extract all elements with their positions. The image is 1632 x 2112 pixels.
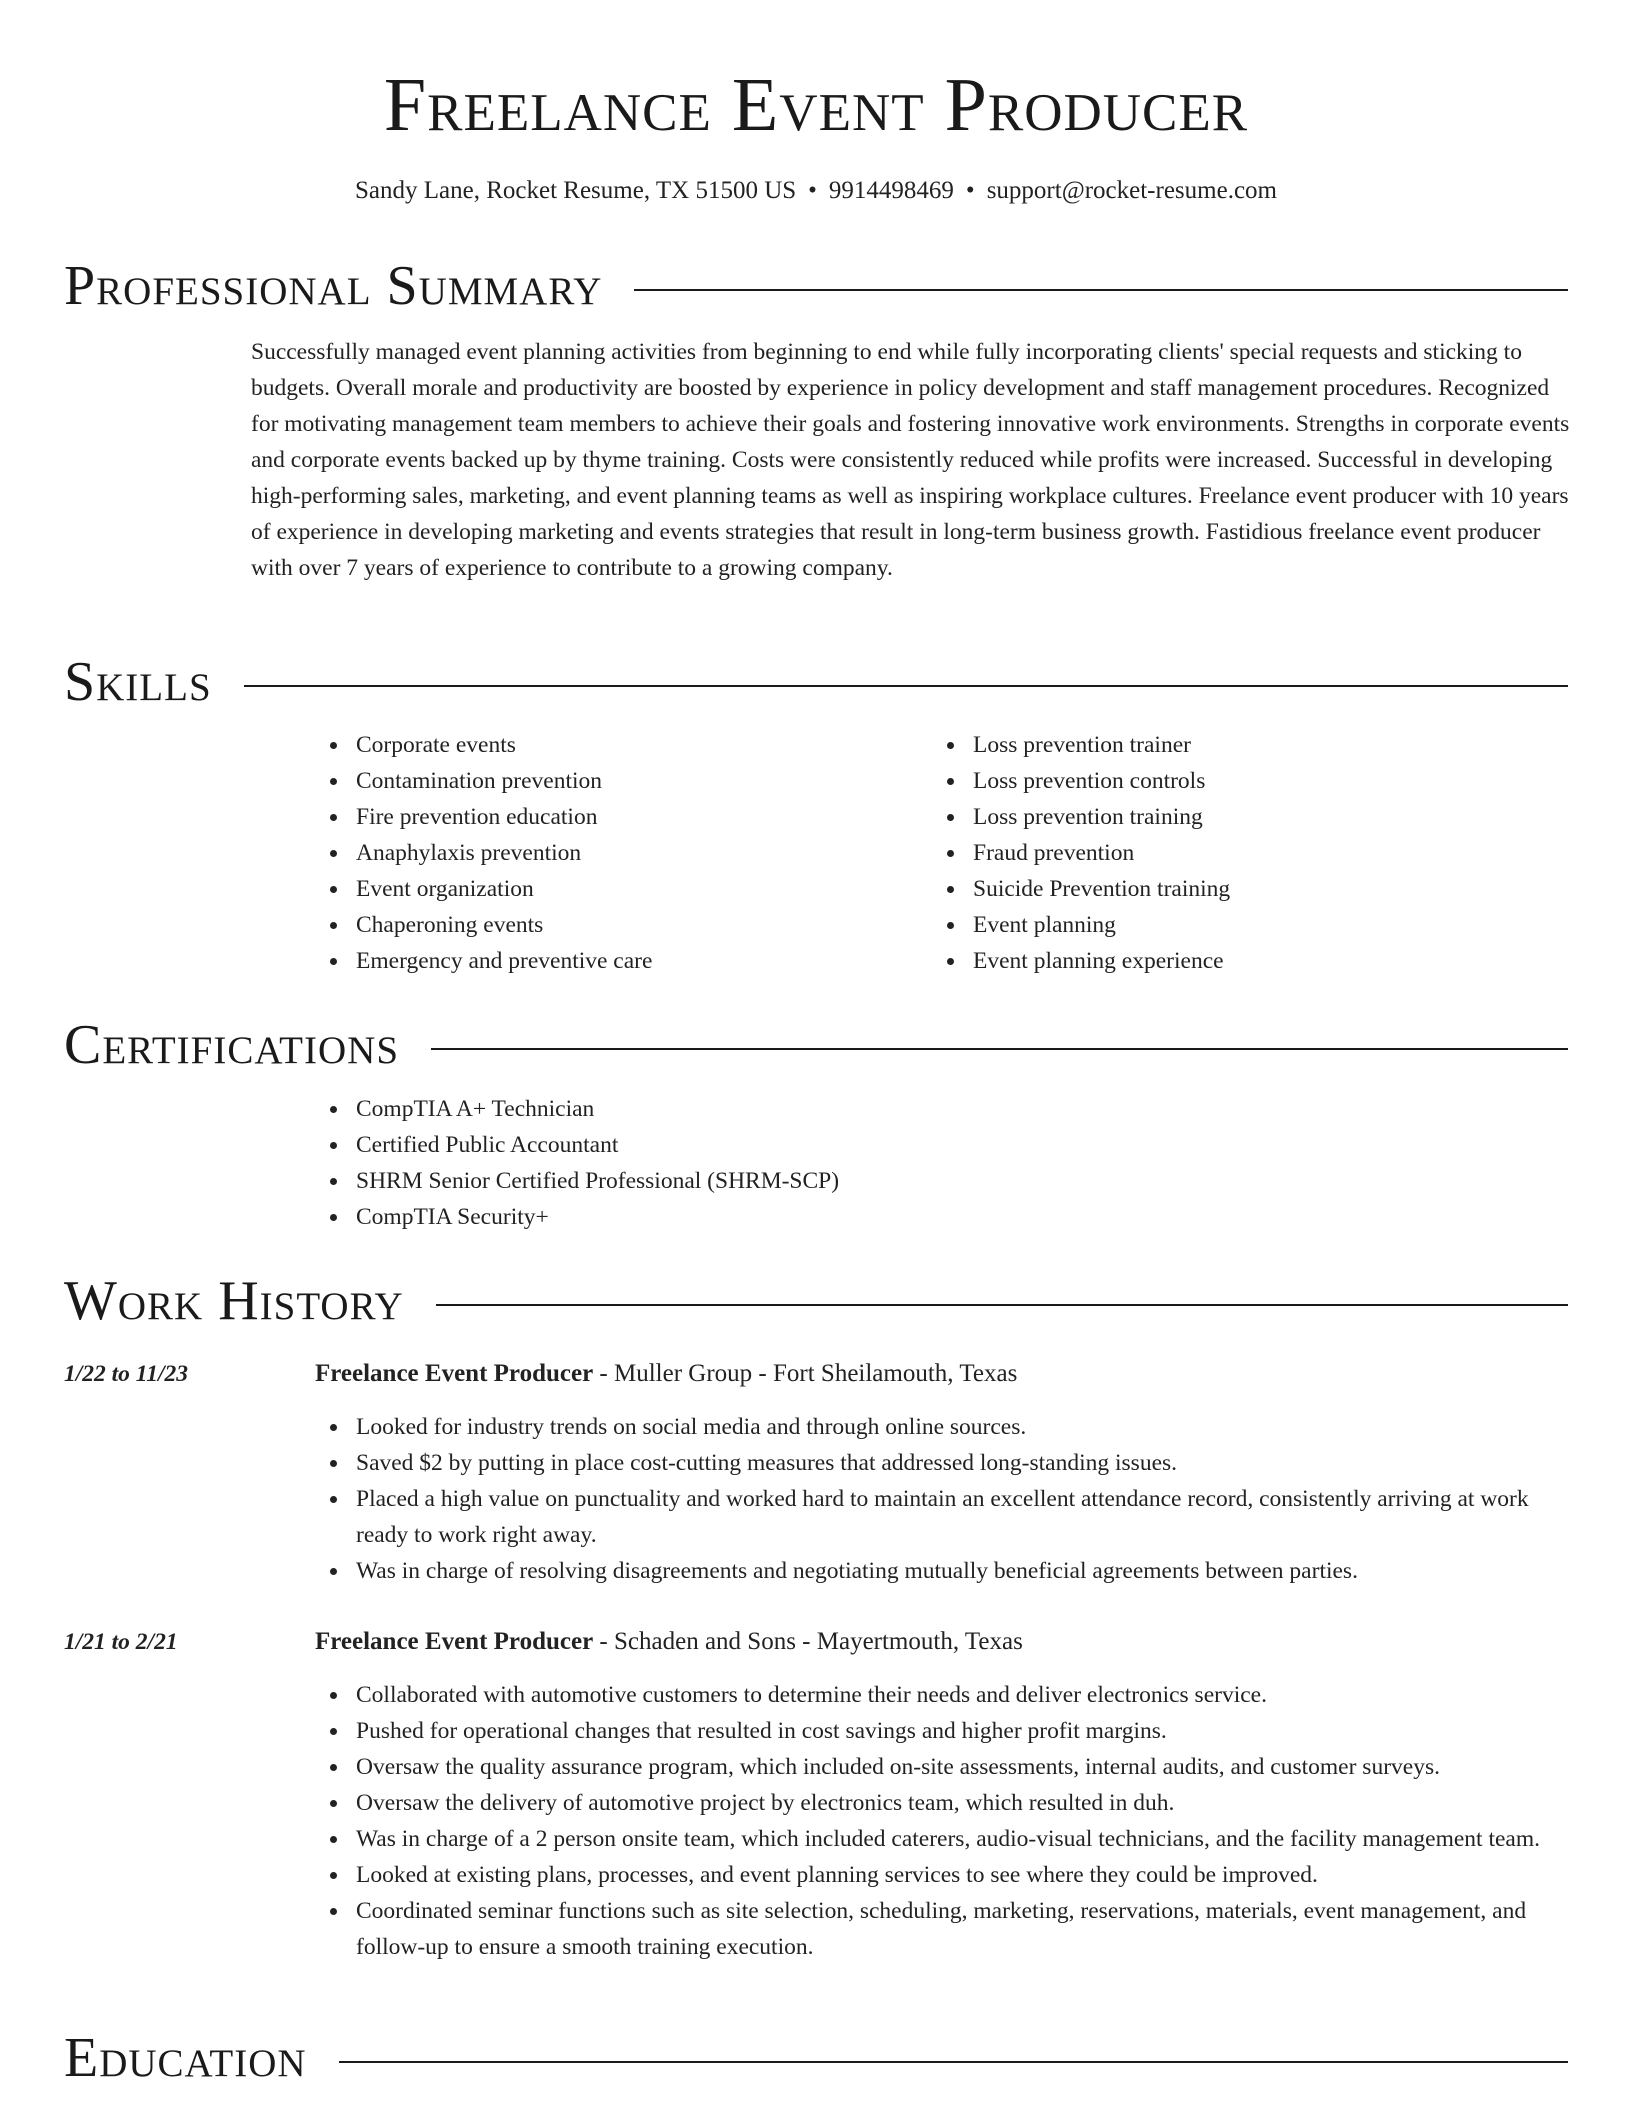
section-title: Work History (64, 1270, 404, 1332)
certification-item: SHRM Senior Certified Professional (SHRM-SCP) (356, 1163, 1512, 1199)
skill-item: Fraud prevention (973, 835, 1529, 871)
job-title: Freelance Event Producer (315, 1360, 594, 1387)
certification-item: CompTIA A+ Technician (356, 1091, 1512, 1127)
section-divider (634, 289, 1568, 291)
education-heading (64, 2026, 1568, 2090)
summary-text: Successfully managed event planning activities from beginning to end while fully incorporating clients' special requests and sticking to budgets. Overall morale and productivity are boosted by experience in policy development and staff management procedures. Recognized for motivating management team members to achieve their goals and fostering innovative work environments. Strengths in corporate events and corporate events backed up by thyme training. Costs were consistently reduced while profits were increased. Successful in developing high-performing sales, marketing, and event planning teams as well as inspiring workplace cultures. Freelance event producer with 10 years of experience in developing marketing and events strategies that result in long-term business growth. Fastidious freelance event producer with over 7 years of experience to contribute to a growing company. (251, 339, 1570, 581)
job-dates: 1/21 to 2/21 (64, 1629, 178, 1655)
job-title: Freelance Event Producer (315, 1628, 594, 1655)
job-employer-location: - Muller Group - Fort Sheilamouth, Texas (593, 1360, 1018, 1387)
job-bullet: Coordinated seminar functions such as site selection, scheduling, marketing, reservations, materials, event management, and follow-up to ensure a smooth training execution. (356, 1893, 1574, 1965)
certifications-list (312, 1091, 1512, 1235)
job-heading (315, 1356, 1017, 1392)
skill-item: Corporate events (356, 727, 912, 763)
work-history-section (64, 1269, 1568, 1333)
skill-item: Event planning (973, 907, 1529, 943)
skills-section (64, 650, 1568, 714)
section-divider (431, 1048, 1568, 1050)
skill-item: Fire prevention education (356, 799, 912, 835)
skill-item: Event organization (356, 871, 912, 907)
certifications-section (64, 1013, 1568, 1077)
section-title: Education (64, 2027, 307, 2089)
skills-right-column (929, 727, 1529, 979)
contact-email: support@rocket-resume.com (986, 177, 1277, 204)
work-history-heading (64, 1269, 1568, 1333)
job-bullet: Pushed for operational changes that resulted in cost savings and higher profit margins. (356, 1713, 1574, 1749)
certification-item: Certified Public Accountant (356, 1127, 1512, 1163)
section-title: Professional Summary (64, 255, 603, 317)
skills-heading (64, 650, 1568, 714)
skill-item: Contamination prevention (356, 763, 912, 799)
section-divider (436, 1304, 1568, 1306)
job-bullet: Was in charge of resolving disagreements and negotiating mutually beneficial agreements between parties. (356, 1553, 1574, 1589)
job-bullet: Looked at existing plans, processes, and event planning services to see where they could be improved. (356, 1857, 1574, 1893)
section-divider (244, 685, 1568, 687)
skill-item: Loss prevention trainer (973, 727, 1529, 763)
skill-item: Event planning experience (973, 943, 1529, 979)
job-dates: 1/22 to 11/23 (64, 1361, 189, 1387)
skill-item: Emergency and preventive care (356, 943, 912, 979)
section-title: Skills (64, 651, 212, 713)
skill-item: Loss prevention training (973, 799, 1529, 835)
education-section (64, 2026, 1568, 2090)
job-bullet: Collaborated with automotive customers to determine their needs and deliver electronics service. (356, 1677, 1574, 1713)
resume-name: Freelance Event Producer (383, 63, 1249, 147)
contact-separator: • (965, 177, 975, 204)
skill-item: Anaphylaxis prevention (356, 835, 912, 871)
job-bullet: Looked for industry trends on social media and through online sources. (356, 1409, 1574, 1445)
skill-item: Chaperoning events (356, 907, 912, 943)
job-employer-location: - Schaden and Sons - Mayertmouth, Texas (593, 1628, 1023, 1655)
contact-address: Sandy Lane, Rocket Resume, TX 51500 US (355, 177, 797, 204)
job-bullet-list (312, 1677, 1574, 1965)
job-bullet: Was in charge of a 2 person onsite team, which included caterers, audio-visual technicians, and the facility management team. (356, 1821, 1574, 1857)
skills-left-column (312, 727, 912, 979)
section-title: Certifications (64, 1014, 400, 1076)
job-bullet: Oversaw the delivery of automotive project by electronics team, which resulted in duh. (356, 1785, 1574, 1821)
job-bullet: Saved $2 by putting in place cost-cutting measures that addressed long-standing issues. (356, 1445, 1574, 1481)
summary-section (64, 254, 1568, 318)
contact-separator: • (808, 177, 817, 204)
contact-phone: 9914498469 (828, 177, 954, 204)
skill-item: Suicide Prevention training (973, 871, 1529, 907)
certifications-heading (64, 1013, 1568, 1077)
contact-line (0, 174, 1632, 208)
section-divider (339, 2061, 1568, 2063)
job-heading (315, 1624, 1023, 1660)
job-bullet: Oversaw the quality assurance program, which included on-site assessments, internal audits, and customer surveys. (356, 1749, 1574, 1785)
skill-item: Loss prevention controls (973, 763, 1529, 799)
summary-heading (64, 254, 1568, 318)
job-bullet-list (312, 1409, 1574, 1589)
job-bullet: Placed a high value on punctuality and worked hard to maintain an excellent attendance record, consistently arriving at work ready to work right away. (356, 1481, 1574, 1553)
certification-item: CompTIA Security+ (356, 1199, 1512, 1235)
